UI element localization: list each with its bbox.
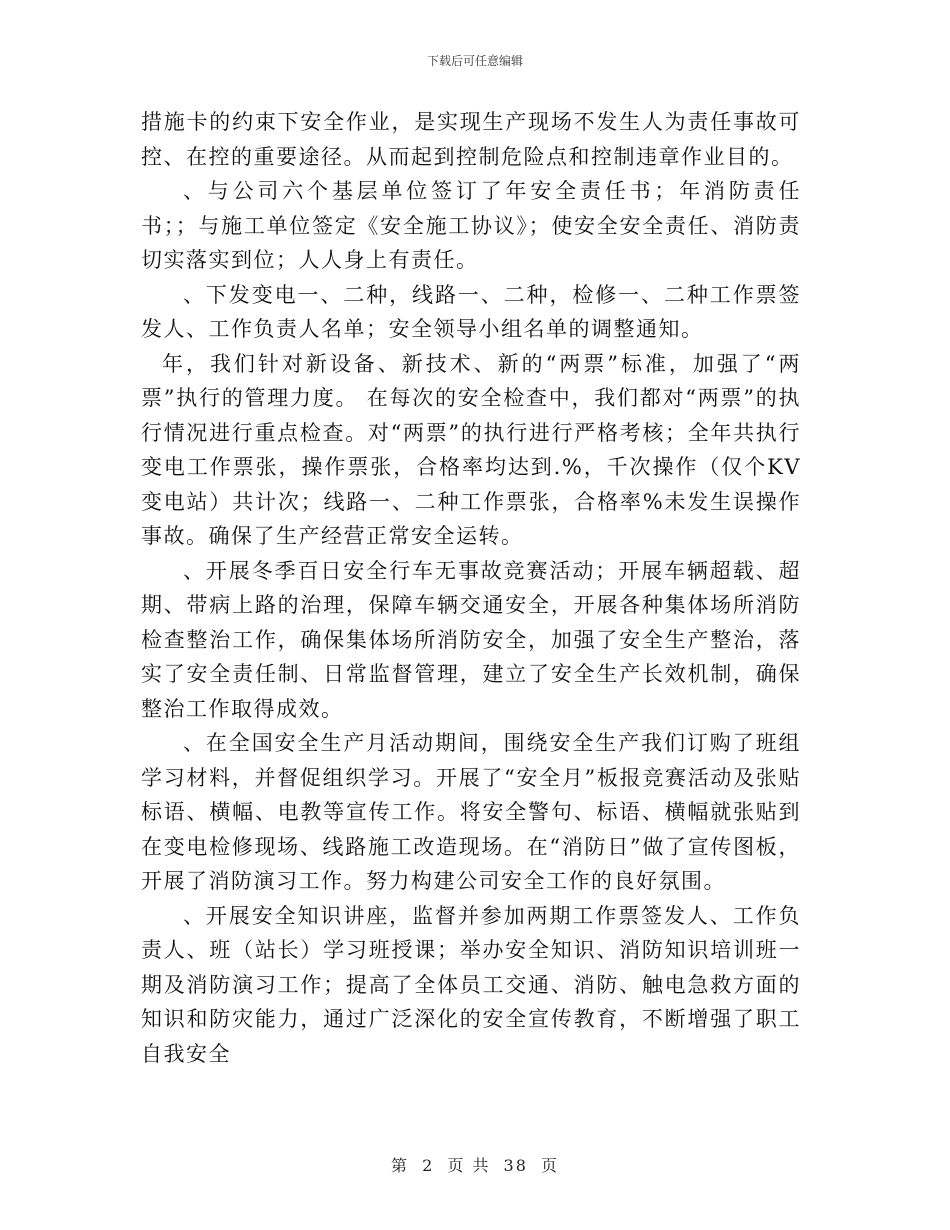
document-body bbox=[141, 105, 801, 1071]
footer-page-number: 2 bbox=[422, 1156, 435, 1175]
footer-prefix: 第 bbox=[390, 1156, 409, 1175]
footer-middle: 页 共 bbox=[447, 1156, 491, 1175]
footer-total-pages: 38 bbox=[503, 1156, 528, 1175]
footer-suffix: 页 bbox=[541, 1156, 560, 1175]
paragraph-3: 、下发变电一、二种，线路一、二种，检修一、二种工作票签发人、工作负责人名单；安全领导小组名单的调整通知。 bbox=[141, 282, 801, 341]
page-footer bbox=[0, 1153, 950, 1176]
paragraph-7: 、开展安全知识讲座，监督并参加两期工作票签发人、工作负责人、班（站长）学习班授课；举办安全知识、消防知识培训班一期及消防演习工作；提高了全体员工交通、消防、触电急救方面的知识和防灾能力，通过广泛深化的安全宣传教育，不断增强了职工自我安全 bbox=[141, 903, 801, 1066]
paragraph-4: 年，我们针对新设备、新技术、新的“两票”标准，加强了“两票”执行的管理力度。 在每次的安全检查中，我们都对“两票”的执行情况进行重点检查。对“两票”的执行进行严格考核；全年共执行变电工作票张，操作票张，合格率均达到.%，千次操作（仅个KV变电站）共计次；线路一、二种工作票张，合格率%未发生误操作事故。确保了生产经营正常安全运转。 bbox=[141, 351, 801, 548]
page-header: 下载后可任意编辑 bbox=[426, 54, 523, 68]
paragraph-2: 、与公司六个基层单位签订了年安全责任书；年消防责任书；；与施工单位签定《安全施工协议》；使安全安全责任、消防责切实落实到位；人人身上有责任。 bbox=[141, 179, 801, 272]
paragraph-1: 措施卡的约束下安全作业，是实现生产现场不发生人为责任事故可控、在控的重要途径。从而起到控制危险点和控制违章作业目的。 bbox=[141, 110, 801, 169]
paragraph-6: 、在全国安全生产月活动期间，围绕安全生产我们订购了班组学习材料，并督促组织学习。开展了“安全月”板报竞赛活动及张贴标语、横幅、电教等宣传工作。将安全警句、标语、横幅就张贴到在变电检修现场、线路施工改造现场。在“消防日”做了宣传图板，开展了消防演习工作。努力构建公司安全工作的良好氛围。 bbox=[141, 731, 801, 893]
paragraph-5: 、开展冬季百日安全行车无事故竞赛活动；开展车辆超载、超期、带病上路的治理，保障车辆交通安全，开展各种集体场所消防检查整治工作，确保集体场所消防安全，加强了安全生产整治，落实了安全责任制、日常监督管理，建立了安全生产长效机制，确保整治工作取得成效。 bbox=[141, 558, 801, 721]
